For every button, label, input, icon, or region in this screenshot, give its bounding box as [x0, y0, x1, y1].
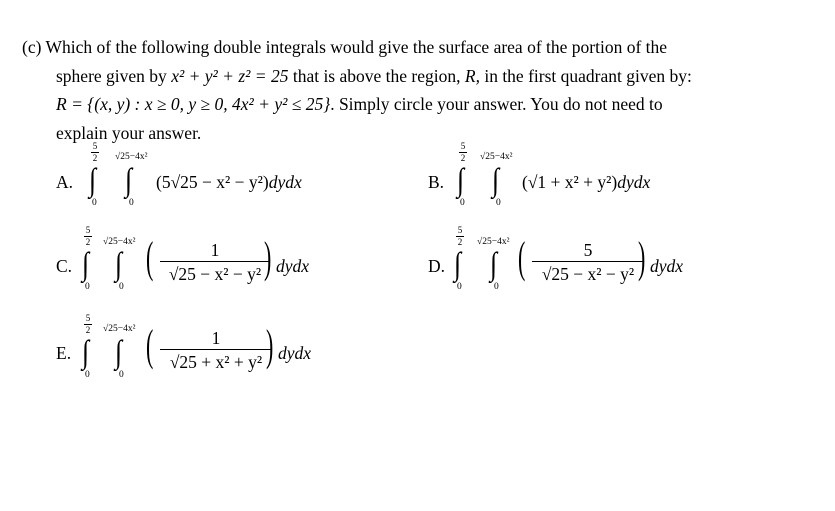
left-paren: ( — [518, 233, 526, 282]
outer-lower-limit: 0 — [92, 198, 97, 208]
inner-upper-limit: √25−4x² — [480, 152, 513, 162]
fraction: $\frac{1}{\text{√25 − x² − y²}}$ — [160, 240, 270, 285]
sphere-equation: x² + y² + z² = 25 — [171, 65, 289, 86]
right-paren: ) — [266, 321, 274, 370]
question-line-3 — [22, 90, 822, 119]
outer-upper-limit: 5 2 — [460, 141, 466, 163]
question-line-1 — [22, 33, 822, 62]
differential: dydx — [276, 256, 310, 276]
integrand: (√1 + x² + y²)dydx — [522, 172, 651, 192]
outer-lower-limit: 0 — [85, 370, 90, 380]
question-line-2c: in the first quadrant given by: — [479, 65, 692, 86]
choice-label: D. — [428, 256, 446, 276]
question-line-1-text: Which of the following double integrals would give the surface area of the portion of the — [45, 37, 668, 57]
inner-lower-limit: 0 — [494, 282, 499, 292]
outer-integral-sign: ∫ — [82, 333, 90, 370]
fraction: $\frac{1}{\text{√25 + x² + y²}}$ — [160, 328, 272, 373]
left-paren: ( — [146, 321, 154, 370]
question-line-2a: sphere given by — [56, 65, 172, 86]
region-name: R, — [464, 65, 480, 86]
outer-upper-limit: 5 2 — [457, 225, 463, 247]
choice-label: B. — [428, 172, 445, 192]
outer-integral-sign: ∫ — [89, 161, 97, 198]
right-paren: ) — [638, 233, 646, 282]
question-line-3b: . Simply circle your answer. You do not need to — [330, 94, 663, 114]
outer-lower-limit: 0 — [457, 282, 462, 292]
question-line-2 — [22, 62, 822, 91]
fraction: $\frac{5}{\text{√25 − x² − y²}}$ — [532, 240, 644, 285]
choice-label: C. — [56, 256, 73, 276]
inner-upper-limit: √25−4x² — [115, 152, 148, 162]
inner-lower-limit: 0 — [496, 198, 501, 208]
differential: dydx — [650, 256, 684, 276]
outer-lower-limit: 0 — [460, 198, 465, 208]
question-prefix: (c) — [22, 37, 42, 57]
inner-lower-limit: 0 — [119, 370, 124, 380]
question-line-2b: that is above the region, — [288, 65, 465, 86]
inner-integral-sign: ∫ — [125, 161, 133, 198]
outer-integral-sign: ∫ — [457, 161, 465, 198]
inner-lower-limit: 0 — [119, 282, 124, 292]
inner-upper-limit: √25−4x² — [477, 237, 510, 247]
outer-upper-limit: 5 2 — [85, 313, 91, 335]
inner-upper-limit: √25−4x² — [103, 237, 136, 247]
question-line-4-text: explain your answer. — [56, 122, 202, 143]
differential: dydx — [617, 172, 651, 192]
left-paren: ( — [146, 233, 154, 282]
choice-label: A. — [56, 172, 74, 192]
differential: dydx — [278, 343, 312, 363]
inner-lower-limit: 0 — [129, 198, 134, 208]
outer-lower-limit: 0 — [85, 282, 90, 292]
inner-integral-sign: ∫ — [492, 161, 500, 198]
differential: dydx — [268, 172, 302, 192]
inner-integral-sign: ∫ — [115, 333, 123, 370]
outer-upper-limit: 5 2 — [85, 225, 91, 247]
question-text — [22, 33, 822, 147]
outer-integral-sign: ∫ — [454, 245, 462, 282]
region-definition: R = {(x, y) : x ≥ 0, y ≥ 0, 4x² + y² ≤ 25} — [56, 94, 331, 114]
inner-integral-sign: ∫ — [490, 245, 498, 282]
right-paren: ) — [264, 233, 272, 282]
integrand: (5√25 − x² − y²)dydx — [156, 172, 302, 192]
outer-integral-sign: ∫ — [82, 245, 90, 282]
inner-integral-sign: ∫ — [115, 245, 123, 282]
choice-label: E. — [56, 343, 72, 363]
inner-upper-limit: √25−4x² — [103, 324, 136, 334]
outer-upper-limit: 5 2 — [92, 141, 98, 163]
question-line-4 — [22, 119, 822, 148]
